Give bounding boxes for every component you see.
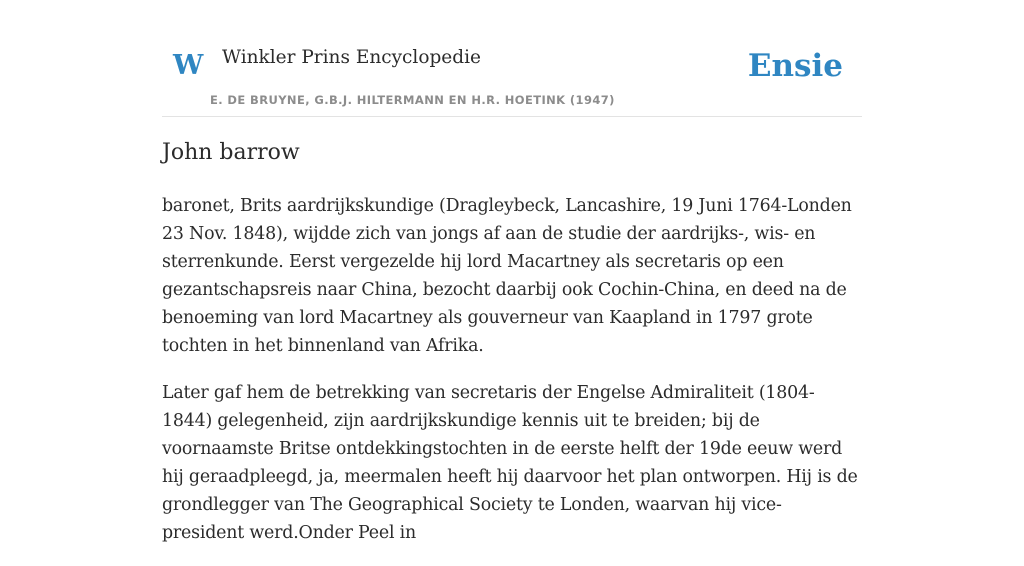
article-title: John barrow [162, 140, 300, 165]
article-body [162, 192, 862, 566]
article-paragraph: Later gaf hem de betrekking van secretaris der Engelse Admiraliteit (1804-1844) gelegenheid, zijn aardrijkskundige kennis uit te breiden; bij de voornaamste Britse ontdekkingstochten in de eerste helft der 19de eeuw werd hij geraadpleegd, ja, meermalen heeft hij daarvoor het plan ontworpen. Hij is de grondlegger van The Geographical Society te Londen, waarvan hij vice-president werd.Onder Peel in [162, 383, 858, 543]
source-title[interactable]: Winkler Prins Encyclopedie [222, 47, 481, 68]
article-paragraph: baronet, Brits aardrijkskundige (Dragleybeck, Lancashire, 19 Juni 1764-Londen 23 Nov. 1848), wijdde zich van jongs af aan de studie der aardrijks-, wis- en sterrenkunde. Eerst vergezelde hij lord Macartney als secretaris op een gezantschapsreis naar China, bezocht daarbij ook Cochin-China, en deed na de benoeming van lord Macartney als gouverneur van Kaapland in 1797 grote tochten in het binnenland van Afrika. [162, 196, 852, 356]
winkler-prins-logo[interactable]: W [173, 50, 204, 81]
ensie-brand-link[interactable]: Ensie [747, 48, 843, 84]
source-authors: E. DE BRUYNE, G.B.J. HILTERMANN EN H.R. HOETINK (1947) [210, 93, 615, 107]
source-header [162, 0, 862, 117]
page [162, 0, 862, 543]
